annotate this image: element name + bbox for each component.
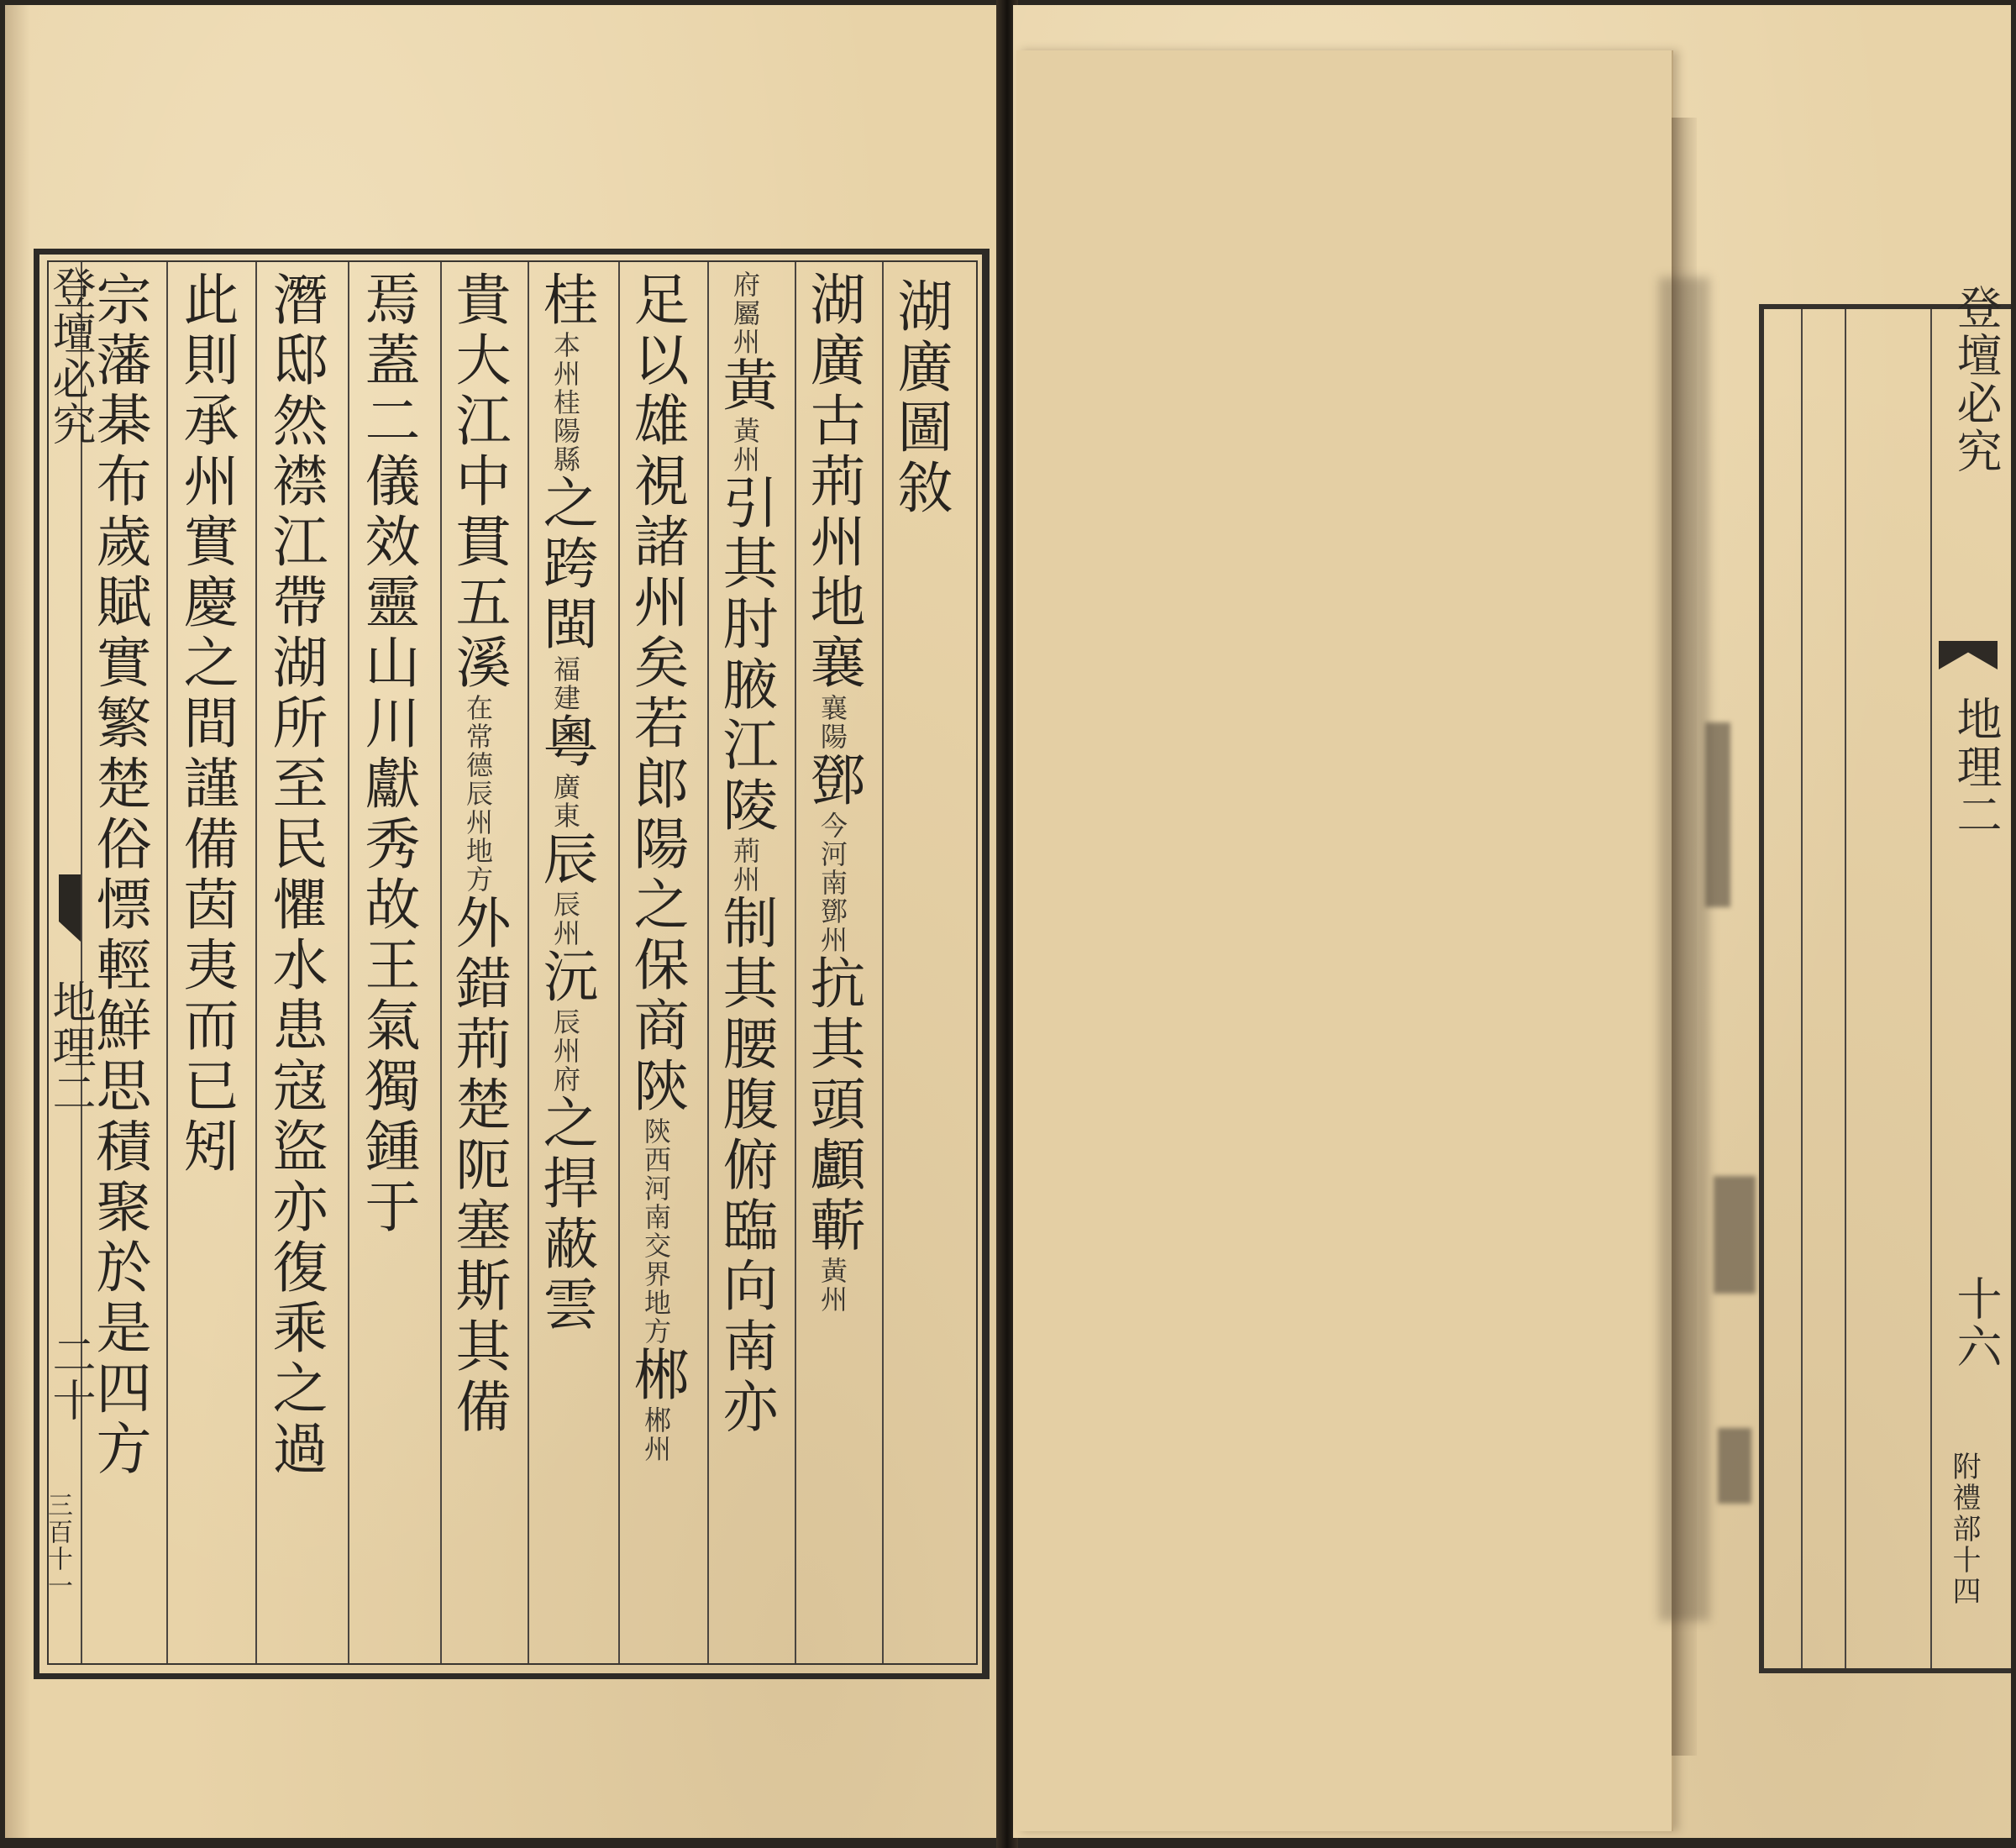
text-column: 湖廣古荊州地襄襄陽鄧今河南鄧州抗其頭顱蘄黃州 [801, 270, 865, 1314]
column-rule [707, 262, 709, 1663]
text-column: 貴大江中貫五溪在常德辰州地方外錯荊楚阨塞斯其備 [446, 270, 511, 1438]
text-column: 潛邸然襟江帶湖所至民懼水患寇盜亦復乘之過 [263, 270, 328, 1480]
text-column: 焉蓋二儀效靈山川獻秀故王氣獨鍾于 [355, 270, 420, 1238]
column-rule [1801, 309, 1803, 1668]
column-rule [440, 262, 442, 1663]
column-rule [166, 262, 168, 1663]
fishtail-mark [1939, 641, 1998, 669]
column-rule [1845, 309, 1846, 1668]
banxin-section: 地理二 [45, 979, 95, 1116]
column-rule [348, 262, 349, 1663]
banxin-leaf-number: 十六 [1950, 1275, 2003, 1371]
right-banxin [1932, 284, 2011, 1668]
fishtail-mark [59, 874, 81, 942]
ink-bleed [1659, 277, 1709, 1621]
banxin-leaf-number: 二十 [45, 1332, 95, 1423]
column-rule [795, 262, 796, 1663]
blank-overlay-sheet [1016, 50, 1673, 1831]
banxin-section: 地理二 [1950, 696, 2003, 839]
column-rule [882, 262, 884, 1663]
text-column: 府屬州黃黃州引其肘腋江陵荊州制其腰腹俯臨向南亦 [713, 270, 778, 1438]
banxin-note: 附禮部十四 [1947, 1452, 1981, 1607]
column-rule [255, 262, 257, 1663]
text-column: 宗藩棊布歲賦實繁楚俗慓輕鮮思積聚於是四方 [87, 270, 151, 1480]
banxin-page-count: 三百十一 [43, 1492, 72, 1599]
text-column: 此則承州實慶之間謹備茵夷而已矧 [174, 270, 239, 1178]
left-page-edge [5, 5, 30, 1838]
banxin-book-title: 登壇必究 [45, 265, 95, 447]
text-column-title: 湖廣圖敘 [888, 277, 953, 519]
column-rule [81, 262, 82, 1663]
left-banxin [34, 249, 95, 1679]
column-rule [528, 262, 529, 1663]
column-rule [618, 262, 620, 1663]
text-column: 足以雄視諸州矣若郎陽之保商陝陝西河南交界地方郴郴州 [624, 270, 689, 1463]
ink-bleed [1714, 1176, 1756, 1294]
ink-bleed [1718, 1428, 1751, 1504]
banxin-book-title: 登壇必究 [1950, 284, 2003, 475]
ink-bleed [1705, 722, 1730, 907]
text-column: 桂本州桂陽縣之跨閩福建粵廣東辰辰州沅辰州府之捍蔽雲 [533, 270, 598, 1336]
